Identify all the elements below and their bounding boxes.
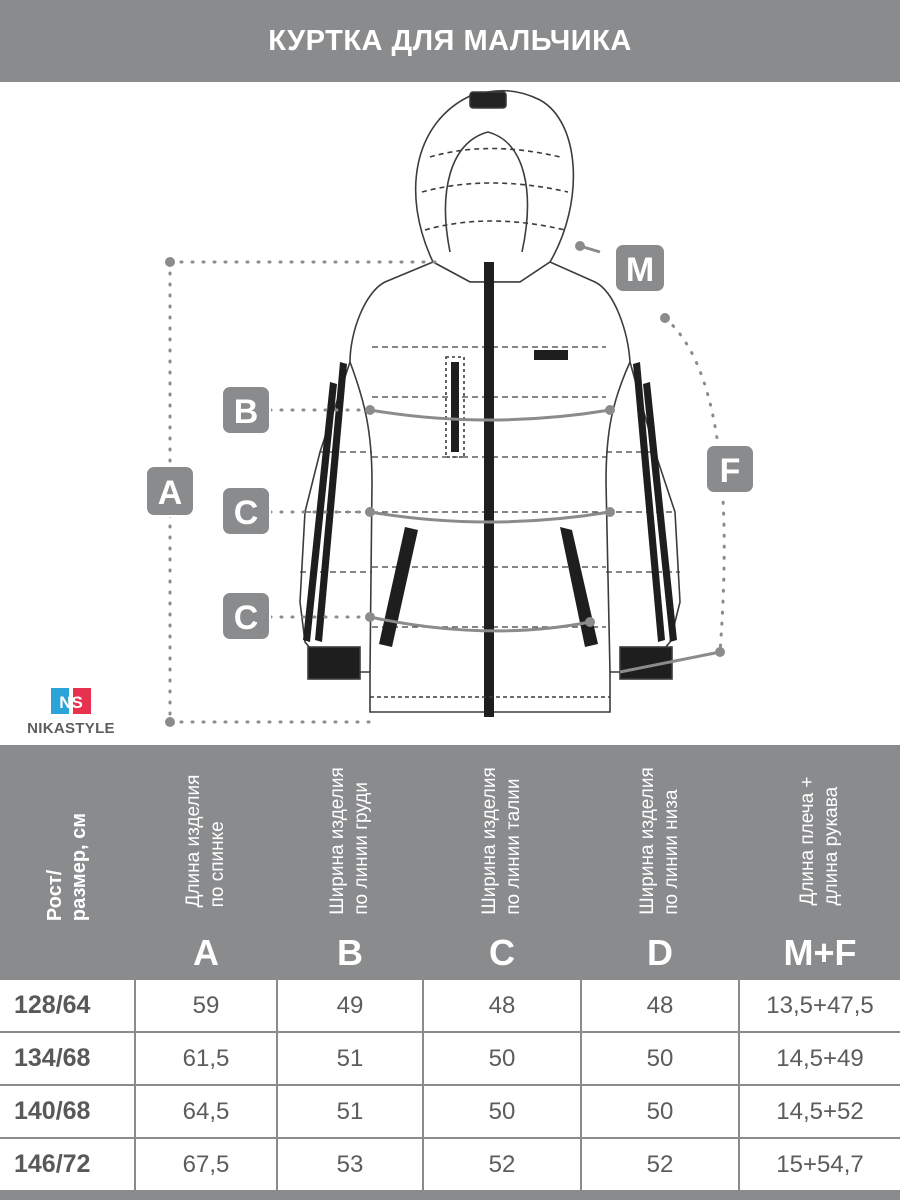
- brand-logo: [16, 686, 126, 737]
- chest-cell: 53: [336, 1150, 364, 1178]
- length-cell: 59: [192, 991, 220, 1019]
- waist-cell: 48: [488, 991, 516, 1019]
- header-b-label: Ширина изделия по линии груди: [327, 767, 372, 915]
- size-cell: 146/72: [14, 1150, 91, 1178]
- marker-a-label: A: [157, 474, 183, 512]
- hem-cell: 52: [646, 1150, 674, 1178]
- hood-outline: [416, 91, 574, 282]
- marker-c-waist-label: C: [233, 494, 259, 532]
- svg-text:NS: NS: [59, 693, 83, 712]
- sleeve-cell: 14,5+52: [776, 1097, 864, 1125]
- size-cell: 134/68: [14, 1044, 91, 1072]
- header-mf-label: Длина плеча + длина рукава: [797, 776, 842, 906]
- header-a-letter: A: [193, 932, 219, 973]
- header-cell-a: [136, 745, 278, 978]
- header-d-letter: D: [647, 932, 673, 973]
- marker-c-waist: [222, 487, 270, 535]
- length-cell: 61,5: [182, 1044, 230, 1072]
- header-cell-mf: [740, 745, 900, 978]
- header-cell-b: [278, 745, 424, 978]
- header-size-label: Рост/ размер, см: [44, 812, 90, 922]
- chest-cell: 51: [336, 1044, 364, 1072]
- column-divider: [422, 745, 424, 1200]
- header-d-label: Ширина изделия по линии низа: [637, 767, 682, 915]
- marker-c-hem-label: C: [233, 599, 259, 637]
- header-a-label: Длина изделия по спинке: [183, 774, 228, 908]
- length-cell: 67,5: [182, 1150, 230, 1178]
- central-zipper: [484, 262, 494, 717]
- sleeve-cell: 13,5+47,5: [766, 991, 874, 1019]
- length-cell: 64,5: [182, 1097, 230, 1125]
- marker-b: [222, 386, 270, 434]
- marker-a: [146, 466, 194, 516]
- column-divider: [276, 745, 278, 1200]
- marker-c-hem: [222, 592, 270, 640]
- column-divider: [134, 745, 136, 1200]
- header-cell-c: [424, 745, 582, 978]
- column-divider: [580, 745, 582, 1200]
- hem-cell: 50: [646, 1044, 674, 1072]
- header-cell-d: [582, 745, 740, 978]
- chest-cell: 49: [336, 991, 364, 1019]
- header-mf-letter: M+F: [783, 932, 857, 973]
- hem-cell: 50: [646, 1097, 674, 1125]
- waist-cell: 50: [488, 1097, 516, 1125]
- page-header: [0, 0, 900, 82]
- marker-m-label: M: [625, 251, 655, 289]
- header-c-letter: C: [489, 932, 515, 973]
- left-cuff: [308, 647, 360, 679]
- jacket-diagram: [0, 82, 900, 746]
- header-b-letter: B: [337, 932, 363, 973]
- size-cell: 140/68: [14, 1097, 91, 1125]
- waist-cell: 52: [488, 1150, 516, 1178]
- brand-name: NIKASTYLE: [27, 720, 115, 737]
- sleeve-cell: 15+54,7: [776, 1150, 864, 1178]
- size-table: [0, 745, 900, 1200]
- size-cell: 128/64: [14, 991, 91, 1019]
- column-divider: [738, 745, 740, 1200]
- chest-cell: 51: [336, 1097, 364, 1125]
- page-title: КУРТКА ДЛЯ МАЛЬЧИКА: [268, 24, 632, 57]
- header-c-label: Ширина изделия по линии талии: [479, 767, 524, 915]
- marker-f: [706, 445, 754, 493]
- marker-f-label: F: [719, 452, 741, 490]
- header-cell-size: [0, 745, 136, 978]
- hood-tab: [470, 92, 506, 108]
- ns-logo-icon: [49, 686, 93, 716]
- hem-cell: 48: [646, 991, 674, 1019]
- waist-cell: 50: [488, 1044, 516, 1072]
- marker-m: [615, 244, 665, 292]
- chest-patch: [534, 350, 568, 360]
- marker-b-label: B: [233, 393, 259, 431]
- sleeve-cell: 14,5+49: [776, 1044, 864, 1072]
